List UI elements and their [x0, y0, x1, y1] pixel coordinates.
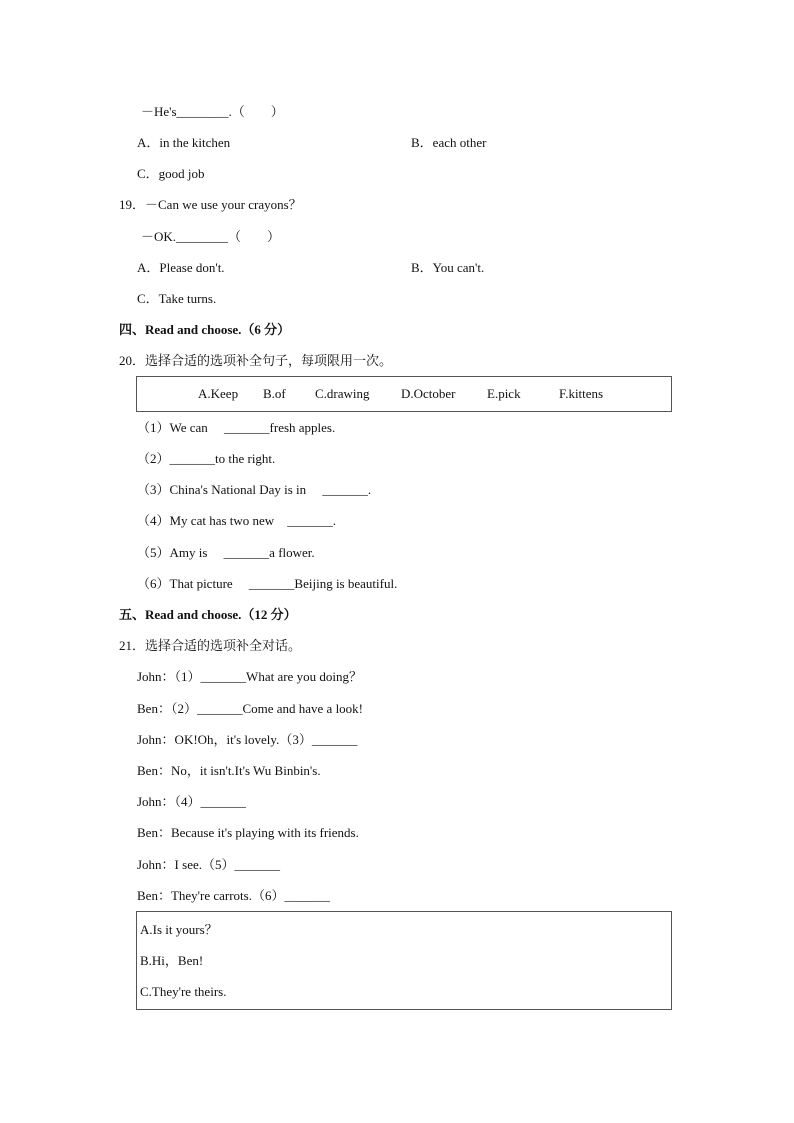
section4-heading: 四、Read and choose.（6 分）	[119, 322, 291, 337]
dialogue-line-6: Ben：Because it's playing with its friends.	[137, 825, 359, 840]
q20-item-6: （6）That picture _______Beijing is beautiful.	[137, 576, 398, 591]
q19-option-c[interactable]: C．Take turns.	[137, 291, 217, 306]
q21-stem: 21．选择合适的选项补全对话。	[119, 638, 302, 653]
q18-option-a[interactable]: A．in the kitchen	[137, 135, 231, 150]
q18-option-c[interactable]: C．good job	[137, 166, 205, 181]
q19-option-a[interactable]: A．Please don't.	[137, 260, 225, 275]
dialogue-options-box	[136, 911, 672, 1010]
dialogue-line-3: John：OK!Oh，it's lovely.（3）_______	[137, 732, 358, 747]
q19-stem: 19．－Can we use your crayons？	[119, 197, 302, 212]
word-bank-option-c: C.drawing	[315, 386, 370, 401]
dialogue-line-7: John：I see.（5）_______	[137, 857, 280, 872]
dialogue-line-5: John：（4）_______	[137, 794, 247, 809]
dialogue-option-c: C.They're theirs.	[140, 984, 227, 999]
word-bank-option-a: A.Keep	[198, 386, 239, 401]
q20-item-3: （3）China's National Day is in _______.	[137, 482, 372, 497]
word-bank-box	[136, 376, 672, 412]
q19-answer-line: －OK.________（ ）	[141, 229, 281, 244]
word-bank-option-d: D.October	[401, 386, 456, 401]
q19-option-b[interactable]: B．You can't.	[411, 260, 485, 275]
word-bank-option-b: B.of	[263, 386, 286, 401]
dialogue-line-2: Ben：（2）_______Come and have a look!	[137, 701, 364, 716]
q18-answer-line: －He's________.（ ）	[141, 104, 284, 119]
q20-item-1: （1）We can _______fresh apples.	[137, 420, 336, 435]
word-bank-option-e: E.pick	[487, 386, 521, 401]
section5-heading: 五、Read and choose.（12 分）	[119, 607, 297, 622]
word-bank-option-f: F.kittens	[559, 386, 604, 401]
dialogue-option-a: A.Is it yours？	[140, 922, 218, 937]
q20-item-5: （5）Amy is _______a flower.	[137, 545, 315, 560]
dialogue-line-4: Ben：No，it isn't.It's Wu Binbin's.	[137, 763, 321, 778]
dialogue-line-8: Ben：They're carrots.（6）_______	[137, 888, 330, 903]
dialogue-option-b: B.Hi，Ben!	[140, 953, 204, 968]
q20-item-2: （2）_______to the right.	[137, 451, 276, 466]
q20-item-4: （4）My cat has two new _______.	[137, 513, 336, 528]
q20-stem: 20．选择合适的选项补全句子，每项限用一次。	[119, 353, 393, 368]
q18-option-b[interactable]: B．each other	[411, 135, 487, 150]
dialogue-line-1: John：（1）_______What are you doing？	[137, 669, 362, 684]
